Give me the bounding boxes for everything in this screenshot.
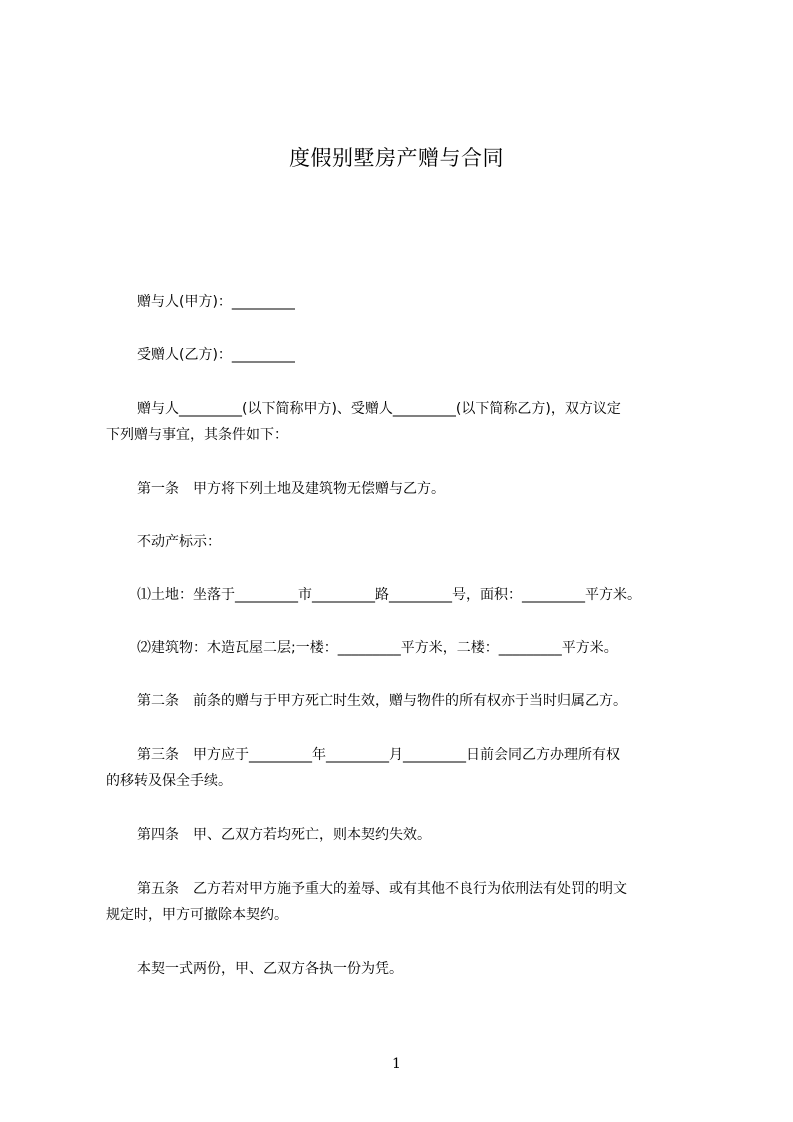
closing-line: 本契一式两份，甲、乙双方各执一份为凭。 (137, 961, 403, 977)
article-5-line-2: 规定时，甲方可撤除本契约。 (106, 907, 288, 923)
article-3-line-2: 的移转及保全手续。 (106, 773, 232, 789)
preamble-line-2: 下列赠与事宜，其条件如下： (106, 427, 288, 443)
preamble-line-1: 赠与人_________(以下简称甲方)、受赠人_________(以下简称乙方)，双方议定 (137, 401, 621, 417)
article-2: 第二条 前条的赠与于甲方死亡时生效，赠与物件的所有权亦于当时归属乙方。 (137, 693, 627, 709)
article-3-line-1: 第三条 甲方应于_________年_________月_________日前会同乙方办理所有权 (137, 747, 620, 763)
property-label: 不动产标示： (137, 534, 221, 550)
article-5-line-1: 第五条 乙方若对甲方施予重大的羞辱、或有其他不良行为依刑法有处罚的明文 (137, 881, 627, 897)
page-number: 1 (392, 1056, 401, 1072)
building-item: ⑵建筑物：木造瓦屋二层;一楼：_________平方米，二楼：_________平方米。 (137, 640, 618, 656)
donor-line: 赠与人(甲方)：_________ (137, 294, 295, 310)
article-1: 第一条 甲方将下列土地及建筑物无偿赠与乙方。 (137, 481, 445, 497)
article-4: 第四条 甲、乙双方若均死亡，则本契约失效。 (137, 827, 431, 843)
land-item: ⑴土地：坐落于_________市_________路_________号，面积：_________平方米。 (137, 587, 641, 603)
recipient-line: 受赠人(乙方)：_________ (137, 347, 295, 363)
document-title: 度假别墅房产赠与合同 (289, 146, 504, 170)
